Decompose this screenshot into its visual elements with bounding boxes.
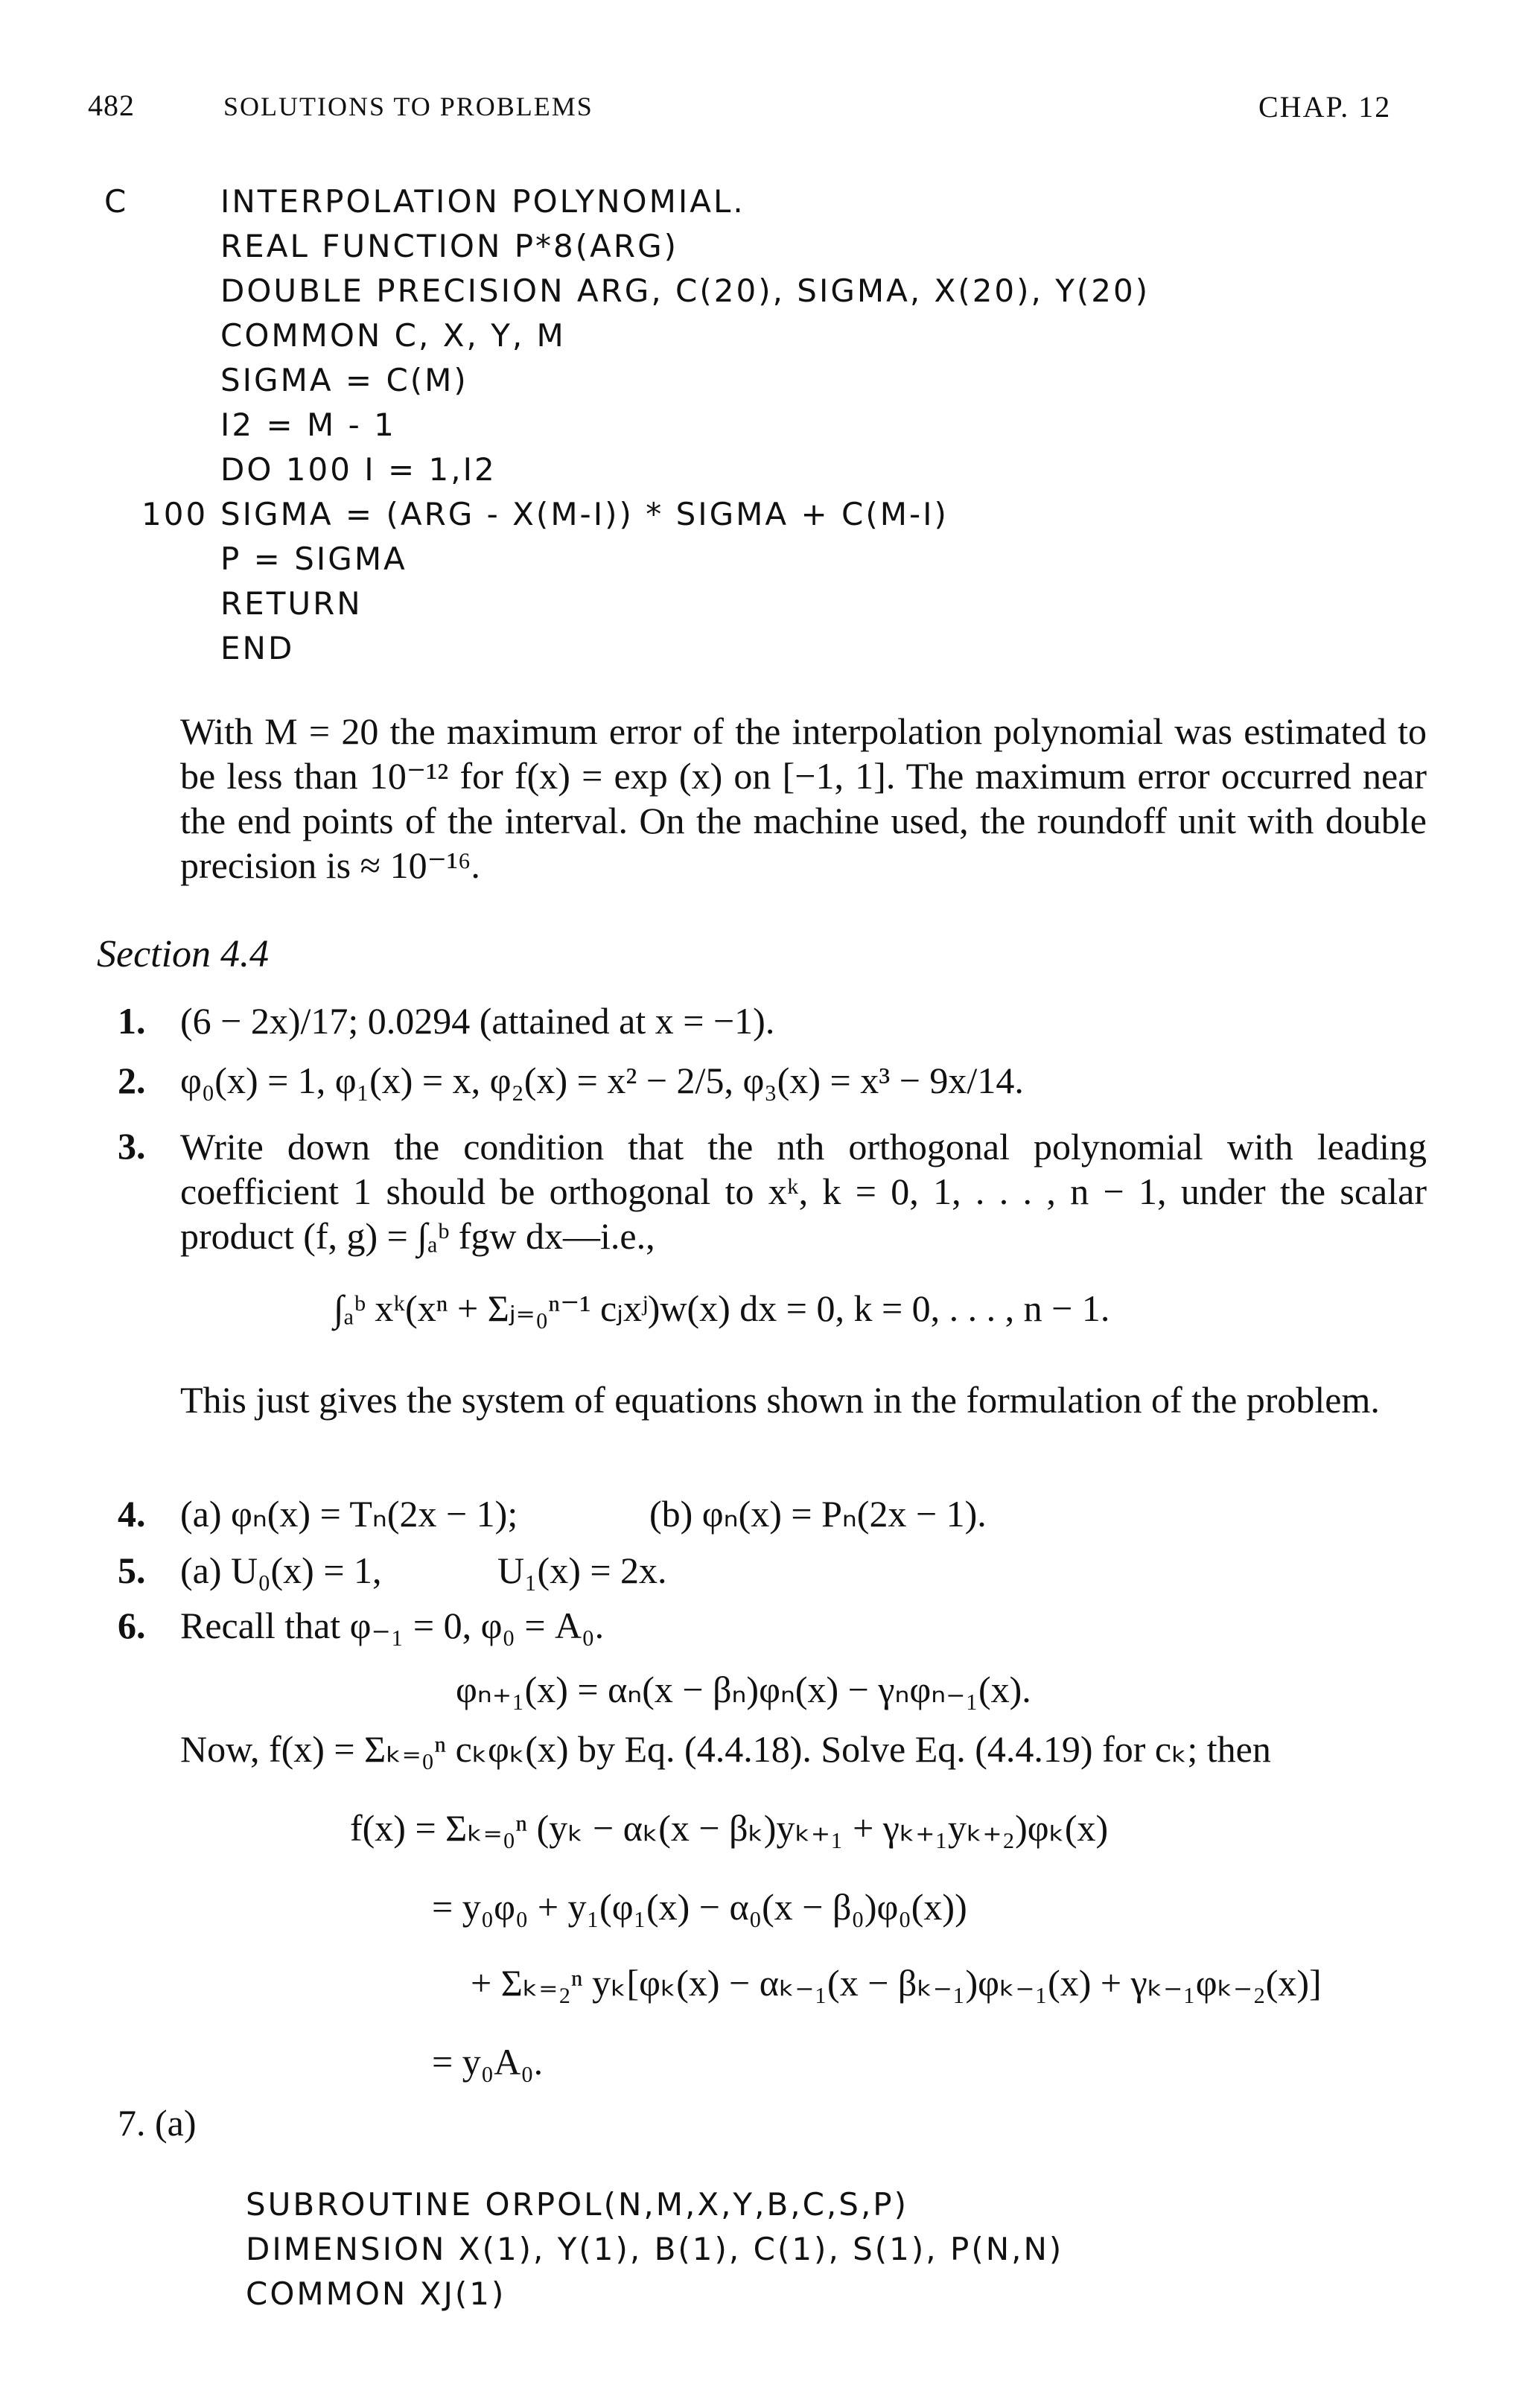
item-4a-text: (a) φₙ(x) = Tₙ(2x − 1);: [180, 1493, 518, 1535]
code-line: DIMENSION X(1), Y(1), B(1), C(1), S(1), P(N,N): [246, 2231, 1064, 2267]
item-4b-text: (b) φₙ(x) = Pₙ(2x − 1).: [649, 1493, 987, 1535]
code-comment-text: INTERPOLATION POLYNOMIAL.: [220, 183, 745, 220]
paragraph-interpolation-error: With M = 20 the maximum error of the interpolation polynomial was estimated to be less than 10⁻¹² for f(x) = exp (x) on [−1, 1]. The maximum error occurred near the end points of the interval. On the machine used, the roundoff unit with double precision is ≈ 10⁻¹⁶.: [180, 710, 1427, 886]
code-line: REAL FUNCTION P*8(ARG): [220, 228, 678, 264]
item-number: 5.: [118, 1549, 146, 1591]
code-line: COMMON XJ(1): [246, 2275, 506, 2312]
item-6-eq1: f(x) = Σₖ₌₀ⁿ (yₖ − αₖ(x − βₖ)yₖ₊₁ + γₖ₊₁yₖ₊₂)φₖ(x): [350, 1807, 1109, 1849]
item-7-label: 7. (a): [118, 2102, 197, 2144]
item-number: 6.: [118, 1605, 146, 1646]
item-6-eq4: = y₀A₀.: [432, 2041, 544, 2083]
code-line: DO 100 I = 1,I2: [220, 451, 497, 488]
page-number: 482: [88, 89, 135, 122]
item-1-text: (6 − 2x)/17; 0.0294 (attained at x = −1).: [180, 1000, 775, 1042]
item-6-eq3: + Σₖ₌₂ⁿ yₖ[φₖ(x) − αₖ₋₁(x − βₖ₋₁)φₖ₋₁(x) + γₖ₋₁φₖ₋₂(x)]: [471, 1962, 1322, 2004]
item-3-after: This just gives the system of equations shown in the formulation of the problem.: [180, 1379, 1380, 1421]
code-line: END: [220, 630, 295, 666]
code-line: COMMON C, X, Y, M: [220, 317, 566, 354]
chapter-label: CHAP. 12: [1258, 90, 1392, 124]
code-line: P = SIGMA: [220, 541, 407, 577]
running-title: SOLUTIONS TO PROBLEMS: [223, 92, 593, 121]
item-6-now: Now, f(x) = Σₖ₌₀ⁿ cₖφₖ(x) by Eq. (4.4.18). Solve Eq. (4.4.19) for cₖ; then: [180, 1728, 1271, 1770]
item-6-text: Recall that φ₋₁ = 0, φ₀ = A₀.: [180, 1605, 605, 1646]
code-comment-marker: C: [104, 183, 129, 220]
item-number: 4.: [118, 1493, 146, 1535]
item-5a-text: (a) U₀(x) = 1,: [180, 1549, 382, 1591]
section-title: Section 4.4: [97, 933, 270, 975]
code-line: SIGMA = (ARG - X(M-I)) * SIGMA + C(M-I): [220, 496, 949, 532]
item-number: 3.: [118, 1125, 146, 1167]
item-2-text: φ₀(x) = 1, φ₁(x) = x, φ₂(x) = x² − 2/5, φ₃(x) = x³ − 9x/14.: [180, 1060, 1024, 1101]
code-line: RETURN: [220, 585, 363, 622]
item-6-recurrence: φₙ₊₁(x) = αₙ(x − βₙ)φₙ(x) − γₙφₙ₋₁(x).: [456, 1669, 1031, 1710]
code-line: I2 = M - 1: [220, 407, 396, 443]
code-line: SUBROUTINE ORPOL(N,M,X,Y,B,C,S,P): [246, 2186, 909, 2223]
item-6-eq2: = y₀φ₀ + y₁(φ₁(x) − α₀(x − β₀)φ₀(x)): [432, 1886, 967, 1928]
code-line: SIGMA = C(M): [220, 362, 468, 398]
code-line: DOUBLE PRECISION ARG, C(20), SIGMA, X(20), Y(20): [220, 273, 1150, 309]
item-3-text: Write down the condition that the nth orthogonal polynomial with leading coefficient 1 should be orthogonal to xᵏ, k = 0, 1, . . . , n − 1, under the scalar product (f, g) = ∫ₐᵇ fgw dx—i.e.,: [180, 1126, 1427, 1257]
item-number: 2.: [118, 1060, 146, 1101]
item-number: 1.: [118, 1000, 146, 1042]
code-label-100: 100: [141, 496, 208, 532]
item-3-equation: ∫ₐᵇ xᵏ(xⁿ + Σⱼ₌₀ⁿ⁻¹ cⱼxʲ)w(x) dx = 0, k = 0, . . . , n − 1.: [334, 1287, 1110, 1329]
item-5b-text: U₁(x) = 2x.: [497, 1549, 667, 1591]
